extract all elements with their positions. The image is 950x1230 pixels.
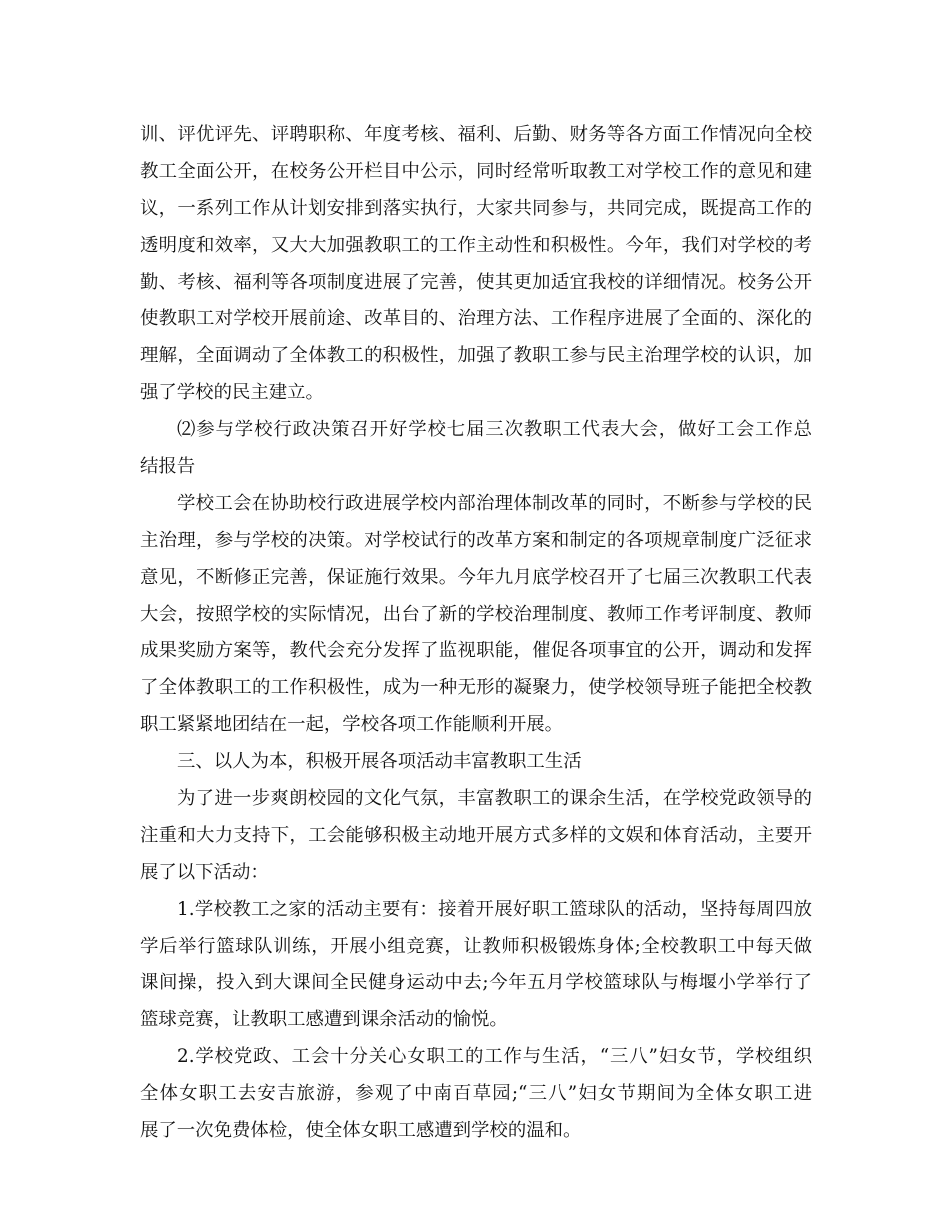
list-item-line: 2.学校党政、工会十分关心女职工的工作与生活，“三八”妇女节，学校组织 xyxy=(177,1046,812,1068)
text-line: 注重和大力支持下，工会能够积极主动地开展方式多样的文娱和体育活动，主要开 xyxy=(140,824,812,846)
list-item-line: 课间操，投入到大课间全民健身运动中去;今年五月学校篮球队与梅堰小学举行了 xyxy=(140,972,812,994)
list-item-line: 1.学校教工之家的活动主要有：接着开展好职工篮球队的活动，坚持每周四放 xyxy=(177,898,812,920)
text-line: 使教职工对学校开展前途、改革目的、治理方法、工作程序进展了全面的、深化的 xyxy=(140,308,812,330)
text-line: 学校工会在协助校行政进展学校内部治理体制改革的同时，不断参与学校的民 xyxy=(177,492,812,514)
text-line: 成果奖励方案等，教代会充分发挥了监视职能，催促各项事宜的公开，调动和发挥 xyxy=(140,640,812,662)
text-line: 展了以下活动： xyxy=(140,861,269,883)
text-line: 为了进一步爽朗校园的文化气氛，丰富教职工的课余生活，在学校党政领导的 xyxy=(177,788,812,810)
text-line: 强了学校的民主建立。 xyxy=(140,382,324,404)
text-line: 理解，全面调动了全体教工的积极性，加强了教职工参与民主治理学校的认识，加 xyxy=(140,345,812,367)
text-line: 大会，按照学校的实际情况，出台了新的学校治理制度、教师工作考评制度、教师 xyxy=(140,603,812,625)
section-heading-line: ⑵参与学校行政决策召开好学校七届三次教职工代表大会，做好工会工作总 xyxy=(177,419,812,441)
text-line: 了全体教职工的工作积极性，成为一种无形的凝聚力，使学校领导班子能把全校教 xyxy=(140,677,812,699)
text-line: 职工紧紧地团结在一起，学校各项工作能顺利开展。 xyxy=(140,714,563,736)
document-body xyxy=(140,117,812,1150)
text-line: 议，一系列工作从计划安排到落实执行，大家共同参与，共同完成，既提高工作的 xyxy=(140,197,812,219)
text-line: 勤、考核、福利等各项制度进展了完善，使其更加适宜我校的详细情况。校务公开 xyxy=(140,271,812,293)
list-item-line: 学后举行篮球队训练，开展小组竞赛，让教师积极锻炼身体;全校教职工中每天做 xyxy=(140,935,812,957)
text-line: 意见，不断修正完善，保证施行效果。今年九月底学校召开了七届三次教职工代表 xyxy=(140,566,812,588)
list-item-line: 篮球竞赛，让教职工感遭到课余活动的愉悦。 xyxy=(140,1009,508,1031)
list-item-line: 全体女职工去安吉旅游，参观了中南百草园;“三八”妇女节期间为全体女职工进 xyxy=(140,1083,812,1105)
list-item-line: 展了一次免费体检，使全体女职工感遭到学校的温和。 xyxy=(140,1120,582,1142)
text-line: 透明度和效率，又大大加强教职工的工作主动性和积极性。今年，我们对学校的考 xyxy=(140,234,812,256)
text-line: 主治理，参与学校的决策。对学校试行的改革方案和制定的各项规章制度广泛征求 xyxy=(140,529,812,551)
text-line: 教工全面公开，在校务公开栏目中公示，同时经常听取教工对学校工作的意见和建 xyxy=(140,160,812,182)
section-heading: 三、以人为本，积极开展各项活动丰富教职工生活 xyxy=(177,751,582,773)
section-heading-line: 结报告 xyxy=(140,456,196,478)
text-line: 训、评优评先、评聘职称、年度考核、福利、后勤、财务等各方面工作情况向全校 xyxy=(140,124,812,145)
